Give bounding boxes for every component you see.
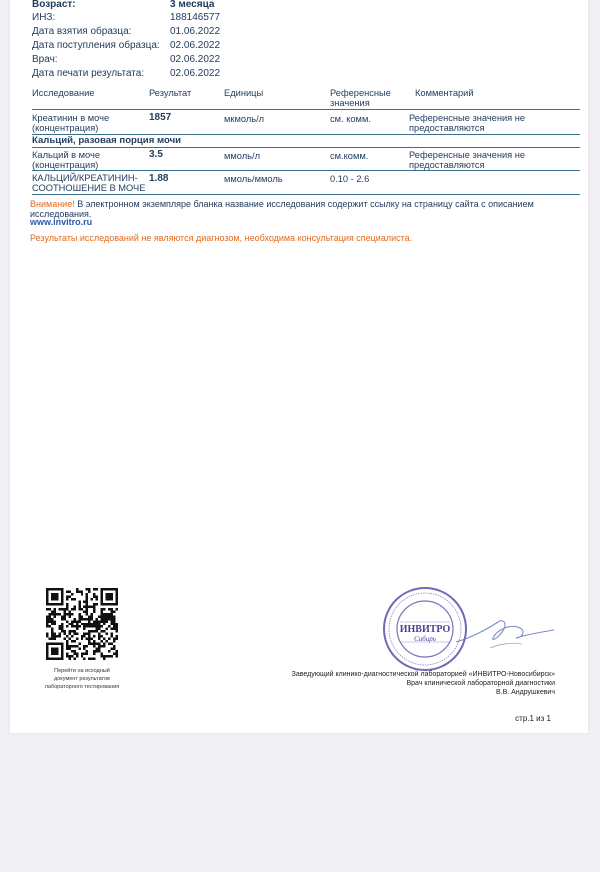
page-number: стр.1 из 1 (515, 714, 551, 723)
signer-title: Врач клинической лабораторной диагностики (406, 680, 555, 687)
signer-position: Заведующий клинико-диагностической лабораторией «ИНВИТРО-Новосибирск» (291, 671, 555, 678)
column-header-test: Исследование (32, 88, 95, 98)
stamp-region: Сибирь (414, 635, 436, 643)
qr-code-icon[interactable] (46, 588, 118, 660)
row-creatinine-result: 1857 (149, 112, 172, 123)
row-calcium-comment-line1: Референсные значения не (409, 150, 526, 160)
row-creatinine-units: мкмоль/л (224, 114, 265, 124)
row2-divider (32, 170, 580, 171)
attention-word: Внимание! (30, 199, 75, 209)
row-creatinine-comment-line1: Референсные значения не (409, 113, 526, 123)
inz-label: ИНЗ: (32, 12, 56, 23)
row-creatinine-comment (409, 113, 525, 133)
row-calcium-name-line1: Кальций в моче (32, 150, 101, 160)
row-ratio-name-line2: СООТНОШЕНИЕ В МОЧЕ (32, 183, 146, 193)
row-calcium-name-line2: (концентрация) (32, 160, 99, 170)
row-ratio-name-line1: КАЛЬЦИЙ/КРЕАТИНИН- (32, 173, 138, 183)
column-header-comment: Комментарий (415, 88, 474, 98)
column-header-reference (330, 88, 391, 108)
row-ratio-result: 1.88 (149, 173, 169, 184)
qr-caption-line3: лабораторного тестирования (44, 684, 120, 690)
age-label: Возраст: (32, 0, 76, 10)
signer-name: В.В. Андрушкевич (495, 689, 555, 696)
row-calcium-name[interactable] (32, 150, 100, 170)
section-divider (32, 147, 580, 148)
row-creatinine-name[interactable] (32, 113, 109, 133)
row-ratio-reference: 0.10 - 2.6 (330, 174, 370, 184)
row-calcium-result: 3.5 (149, 149, 163, 160)
row-creatinine-reference: см. комм. (330, 114, 371, 124)
disclaimer-text: Результаты исследований не являются диагнозом, необходима консультация специалиста. (30, 233, 413, 243)
row-creatinine-comment-line2: предоставляются (409, 123, 485, 133)
print-date-value: 02.06.2022 (170, 68, 221, 79)
row-creatinine-name-line1: Креатинин в моче (32, 113, 110, 123)
row-ratio-name[interactable] (32, 173, 145, 193)
website-link[interactable]: www.invitro.ru (30, 217, 93, 227)
qr-caption-line2: документ результатов (54, 676, 110, 682)
row-ratio-units: ммоль/ммоль (224, 174, 283, 184)
attention-text-line1: В электронном экземпляре бланка название исследования содержит ссылку на страницу сайта с описанием (74, 199, 534, 209)
qr-caption (32, 667, 132, 691)
doctor-label: Врач: (32, 54, 58, 65)
sample-taken-value: 01.06.2022 (170, 26, 221, 37)
qr-caption-line1: Перейти на исходный (54, 668, 110, 674)
stamp-brand: ИНВИТРО (399, 624, 451, 635)
row3-divider (32, 194, 580, 195)
row-calcium-comment (409, 150, 525, 170)
doctor-value: 02.06.2022 (170, 54, 221, 65)
attention-text-line2: исследования. (30, 209, 92, 219)
row-creatinine-name-line2: (концентрация) (32, 123, 99, 133)
section-title-calcium: Кальций, разовая порция мочи (32, 135, 182, 146)
sample-received-label: Дата поступления образца: (32, 40, 160, 51)
age-value: 3 месяца (170, 0, 215, 10)
signature (450, 608, 560, 656)
column-header-units: Единицы (224, 88, 264, 98)
sample-taken-label: Дата взятия образца: (32, 26, 132, 37)
column-header-reference-line2: значения (330, 98, 370, 108)
result-sheet (10, 0, 588, 733)
print-date-label: Дата печати результата: (32, 68, 145, 79)
attention-note (30, 199, 575, 219)
header-divider (32, 109, 580, 110)
inz-value: 188146577 (170, 12, 221, 23)
row-calcium-units: ммоль/л (224, 151, 261, 161)
column-header-reference-line1: Референсные (330, 88, 391, 98)
column-header-result: Результат (149, 88, 192, 98)
row-calcium-reference: см.комм. (330, 151, 369, 161)
row-calcium-comment-line2: предоставляются (409, 160, 485, 170)
sample-received-value: 02.06.2022 (170, 40, 221, 51)
